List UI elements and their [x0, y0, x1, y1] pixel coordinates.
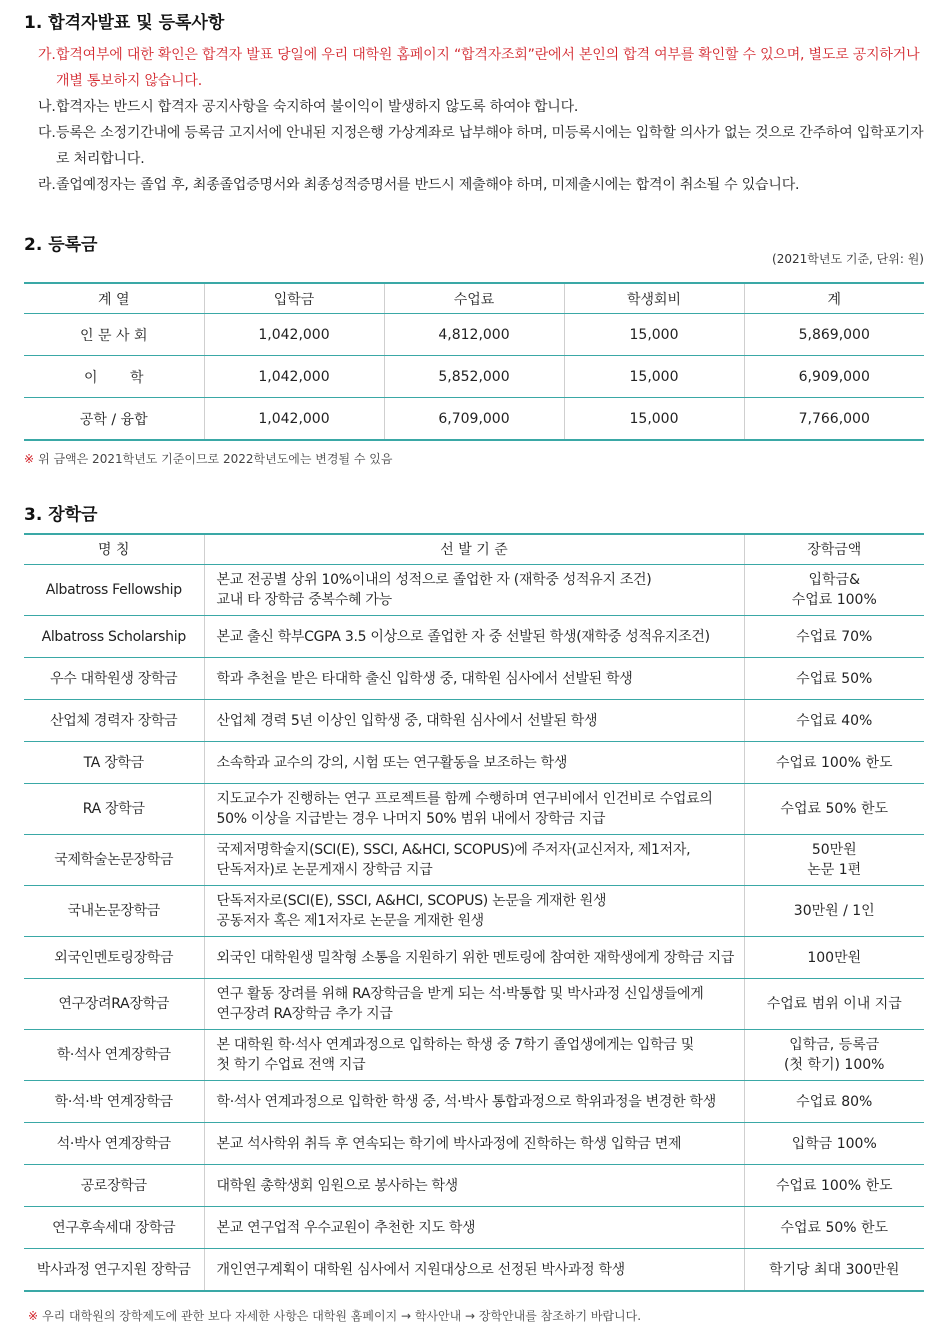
scholarship-name: 국제학술논문장학금	[24, 835, 204, 886]
notice-text: 등록은 소정기간내에 등록금 고지서에 안내된 지정은행 가상계좌로 납부해야 하며, 미등록시에는 입학할 의사가 없는 것으로 간주하여 입학포기자로 처리합니다.	[56, 125, 924, 167]
criteria-line: 첫 학기 수업료 전액 지급	[216, 1057, 366, 1073]
amount-line: 입학금&	[808, 572, 860, 588]
table-row	[24, 1249, 924, 1292]
table-row	[24, 1207, 924, 1249]
table-row	[24, 565, 924, 616]
column-header: 장학금액	[744, 534, 924, 565]
amount-line: 수업료 범위 이내 지급	[766, 996, 902, 1012]
scholarship-criteria	[204, 886, 744, 937]
amount-line: 수업료 100% 한도	[775, 1177, 893, 1194]
scholarship-amount	[744, 1165, 924, 1207]
tuition-header-row	[24, 283, 924, 314]
table-row	[24, 979, 924, 1030]
tuition-table	[24, 282, 924, 441]
scholarship-amount	[744, 886, 924, 937]
scholarship-amount	[744, 1030, 924, 1081]
notice-item	[24, 120, 924, 172]
table-cell: 5,852,000	[384, 356, 564, 398]
table-row	[24, 314, 924, 356]
scholarship-amount	[744, 784, 924, 835]
section-tuition	[24, 232, 924, 466]
column-header: 수업료	[384, 283, 564, 314]
notice-text: 합격여부에 대한 확인은 합격자 발표 당일에 우리 대학원 홈페이지 “합격자조회”란에서 본인의 합격 여부를 확인할 수 있으며, 별도로 공지하거나 개별 통보하지 않습니다.	[56, 47, 920, 89]
unit-note: (2021학년도 기준, 단위: 원)	[772, 252, 924, 266]
criteria-line: 국제저명학술지(SCI(E), SSCI, A&HCI, SCOPUS)에 주저자(교신저자, 제1저자,	[216, 842, 691, 858]
criteria-line: 외국인 대학원생 밀착형 소통을 지원하기 위한 멘토링에 참여한 재학생에게 장학금 지급	[216, 949, 735, 966]
scholarship-name: Albatross Fellowship	[24, 565, 204, 616]
scholarship-name: 우수 대학원생 장학금	[24, 658, 204, 700]
table-cell: 1,042,000	[204, 356, 384, 398]
criteria-line: 본교 석사학위 취득 후 연속되는 학기에 박사과정에 진학하는 학생 입학금 면제	[216, 1135, 682, 1152]
scholarship-name: 외국인멘토링장학금	[24, 937, 204, 979]
criteria-line: 지도교수가 진행하는 연구 프로젝트를 함께 수행하며 연구비에서 인건비로 수업료의	[216, 791, 713, 807]
column-header: 선 발 기 준	[204, 534, 744, 565]
amount-line: 수업료 50% 한도	[780, 801, 889, 817]
amount-line: 수업료 40%	[796, 712, 873, 729]
tuition-footnote	[24, 450, 392, 467]
table-row	[24, 1081, 924, 1123]
amount-line: 50만원	[811, 842, 857, 858]
table-cell: 6,709,000	[384, 398, 564, 441]
notice-item	[24, 172, 924, 198]
table-cell: 7,766,000	[744, 398, 924, 441]
table-cell: 이 학	[24, 356, 204, 398]
criteria-line: 연구 활동 장려를 위해 RA장학금을 받게 되는 석·박통합 및 박사과정 신입생들에게	[216, 986, 704, 1002]
criteria-line: 대학원 총학생회 임원으로 봉사하는 학생	[216, 1177, 458, 1194]
section1-title: 1. 합격자발표 및 등록사항	[24, 13, 225, 33]
amount-line: 수업료 80%	[796, 1093, 873, 1110]
table-row	[24, 700, 924, 742]
footnote-text: 우리 대학원의 장학제도에 관한 보다 자세한 사항은 대학원 홈페이지 → 학사안내 → 장학안내를 참조하기 바랍니다.	[42, 1309, 642, 1323]
section2-title: 2. 등록금	[24, 235, 98, 255]
scholarship-criteria	[204, 565, 744, 616]
scholarship-name: 학·석·박 연계장학금	[24, 1081, 204, 1123]
amount-line: 학기당 최대 300만원	[769, 1261, 900, 1278]
table-row	[24, 398, 924, 441]
criteria-line: 단독저자)로 논문게재시 장학금 지급	[216, 862, 433, 878]
section-admission-registration	[24, 10, 924, 198]
scholarship-name: 박사과정 연구지원 장학금	[24, 1249, 204, 1292]
scholarship-amount	[744, 979, 924, 1030]
criteria-line: 소속학과 교수의 강의, 시험 또는 연구활동을 보조하는 학생	[216, 754, 568, 771]
scholarship-criteria	[204, 937, 744, 979]
criteria-line: 공동저자 혹은 제1저자로 논문을 게재한 원생	[216, 913, 484, 929]
table-row	[24, 784, 924, 835]
scholarship-criteria	[204, 1123, 744, 1165]
table-cell: 1,042,000	[204, 398, 384, 441]
amount-line: 입학금, 등록금	[789, 1037, 880, 1053]
scholarship-criteria	[204, 658, 744, 700]
footnote-mark: ※	[28, 1309, 39, 1323]
scholarship-name: 석·박사 연계장학금	[24, 1123, 204, 1165]
scholarship-criteria	[204, 1030, 744, 1081]
scholarship-amount	[744, 1249, 924, 1292]
scholarship-name: 연구후속세대 장학금	[24, 1207, 204, 1249]
amount-line: (첫 학기) 100%	[784, 1057, 885, 1073]
table-row	[24, 1030, 924, 1081]
amount-line: 100만원	[807, 949, 862, 966]
table-row	[24, 1123, 924, 1165]
amount-line: 30만원 / 1인	[793, 903, 875, 919]
criteria-line: 본교 전공별 상위 10%이내의 성적으로 졸업한 자 (재학중 성적유지 조건)	[216, 572, 652, 588]
scholarship-amount	[744, 1081, 924, 1123]
scholarship-criteria	[204, 835, 744, 886]
scholarship-name: TA 장학금	[24, 742, 204, 784]
notice-item	[24, 94, 924, 120]
column-header: 계	[744, 283, 924, 314]
criteria-line: 학·석사 연계과정으로 입학한 학생 중, 석·박사 통합과정으로 학위과정을 변경한 학생	[216, 1093, 716, 1110]
table-cell: 6,909,000	[744, 356, 924, 398]
column-header: 입학금	[204, 283, 384, 314]
scholarship-name: 산업체 경력자 장학금	[24, 700, 204, 742]
table-cell: 4,812,000	[384, 314, 564, 356]
notice-text: 합격자는 반드시 합격자 공지사항을 숙지하여 불이익이 발생하지 않도록 하여야 합니다.	[56, 99, 579, 115]
table-cell: 15,000	[564, 314, 744, 356]
table-cell: 15,000	[564, 398, 744, 441]
scholarship-amount	[744, 937, 924, 979]
table-row	[24, 1165, 924, 1207]
criteria-line: 본교 출신 학부CGPA 3.5 이상으로 졸업한 자 중 선발된 학생(재학중 성적유지조건)	[216, 628, 710, 645]
criteria-line: 학과 추천을 받은 타대학 출신 입학생 중, 대학원 심사에서 선발된 학생	[216, 670, 633, 687]
table-row	[24, 835, 924, 886]
criteria-line: 산업체 경력 5년 이상인 입학생 중, 대학원 심사에서 선발된 학생	[216, 712, 598, 729]
table-row	[24, 937, 924, 979]
column-header: 명 칭	[24, 534, 204, 565]
amount-line: 수업료 70%	[796, 628, 873, 645]
amount-line: 수업료 100% 한도	[775, 754, 893, 771]
criteria-line: 연구장려 RA장학금 추가 지급	[216, 1006, 393, 1022]
table-cell: 5,869,000	[744, 314, 924, 356]
table-row	[24, 742, 924, 784]
scholarship-amount	[744, 1123, 924, 1165]
footnote-mark: ※	[24, 452, 35, 466]
scholarship-name: 연구장려RA장학금	[24, 979, 204, 1030]
notice-mark: 가.	[38, 47, 56, 63]
scholarship-amount	[744, 835, 924, 886]
notice-item	[24, 42, 924, 94]
table-cell: 공학 / 융합	[24, 398, 204, 441]
table-row	[24, 616, 924, 658]
scholarship-name: RA 장학금	[24, 784, 204, 835]
column-header: 계 열	[24, 283, 204, 314]
scholarship-criteria	[204, 700, 744, 742]
scholarship-name: 국내논문장학금	[24, 886, 204, 937]
amount-line: 수업료 50%	[796, 670, 873, 687]
criteria-line: 50% 이상을 지급받는 경우 나머지 50% 범위 내에서 장학금 지급	[216, 811, 606, 827]
scholarship-criteria	[204, 979, 744, 1030]
amount-line: 수업료 50% 한도	[780, 1219, 889, 1236]
scholarship-footnote	[28, 1307, 641, 1324]
footnote-text: 위 금액은 2021학년도 기준이므로 2022학년도에는 변경될 수 있음	[38, 452, 393, 466]
scholarship-criteria	[204, 1081, 744, 1123]
scholarship-criteria	[204, 784, 744, 835]
notice-mark: 나.	[38, 99, 56, 115]
criteria-line: 본 대학원 학·석사 연계과정으로 입학하는 학생 중 7학기 졸업생에게는 입학금 및	[216, 1037, 694, 1053]
amount-line: 수업료 100%	[791, 592, 877, 608]
notice-list	[24, 42, 924, 198]
table-cell: 1,042,000	[204, 314, 384, 356]
scholarship-amount	[744, 565, 924, 616]
table-row	[24, 356, 924, 398]
amount-line: 입학금 100%	[791, 1135, 877, 1152]
table-cell: 인 문 사 회	[24, 314, 204, 356]
notice-mark: 다.	[38, 125, 56, 141]
notice-mark: 라.	[38, 177, 56, 193]
scholarship-criteria	[204, 1165, 744, 1207]
scholarship-table	[24, 533, 924, 1292]
criteria-line: 본교 연구업적 우수교원이 추천한 지도 학생	[216, 1219, 476, 1236]
notice-text: 졸업예정자는 졸업 후, 최종졸업증명서와 최종성적증명서를 반드시 제출해야 하며, 미제출시에는 합격이 취소될 수 있습니다.	[56, 177, 800, 193]
scholarship-criteria	[204, 742, 744, 784]
section-scholarship	[24, 502, 924, 1323]
table-row	[24, 658, 924, 700]
scholarship-amount	[744, 658, 924, 700]
section3-title: 3. 장학금	[24, 505, 98, 525]
table-row	[24, 886, 924, 937]
scholarship-name: 학·석사 연계장학금	[24, 1030, 204, 1081]
scholarship-name: 공로장학금	[24, 1165, 204, 1207]
scholarship-amount	[744, 616, 924, 658]
criteria-line: 개인연구계획이 대학원 심사에서 지원대상으로 선정된 박사과정 학생	[216, 1261, 625, 1278]
amount-line: 논문 1편	[807, 862, 862, 878]
scholarship-amount	[744, 700, 924, 742]
scholarship-criteria	[204, 1207, 744, 1249]
scholarship-header-row	[24, 534, 924, 565]
scholarship-amount	[744, 1207, 924, 1249]
column-header: 학생회비	[564, 283, 744, 314]
criteria-line: 단독저자로(SCI(E), SSCI, A&HCI, SCOPUS) 논문을 게재한 원생	[216, 893, 607, 909]
scholarship-amount	[744, 742, 924, 784]
scholarship-criteria	[204, 1249, 744, 1292]
scholarship-criteria	[204, 616, 744, 658]
criteria-line: 교내 타 장학금 중복수혜 가능	[216, 592, 392, 608]
scholarship-name: Albatross Scholarship	[24, 616, 204, 658]
table-cell: 15,000	[564, 356, 744, 398]
